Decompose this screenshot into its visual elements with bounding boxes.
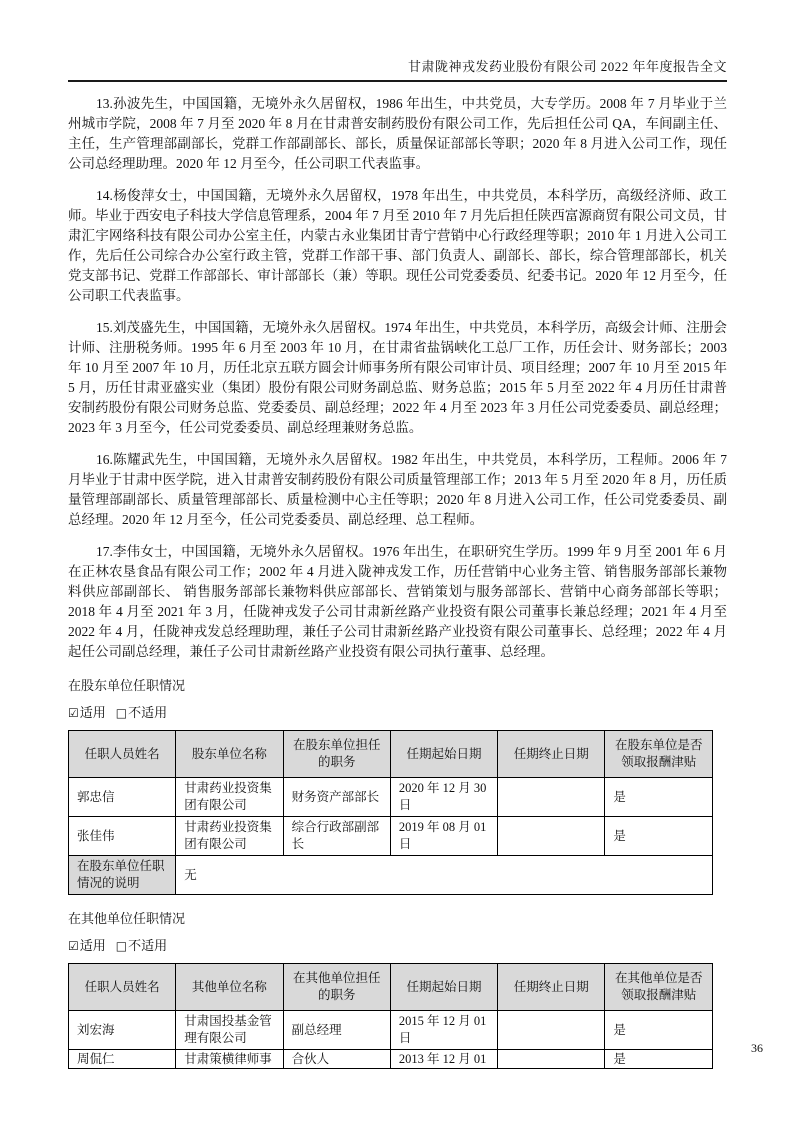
cell-remuneration: 是 bbox=[605, 778, 713, 817]
col-header-term-start: 任期起始日期 bbox=[390, 964, 497, 1011]
cell-term-start: 2015 年 12 月 01 日 bbox=[390, 1011, 497, 1050]
unchecked-checkbox-icon: □ bbox=[115, 706, 128, 720]
cell-unit-name: 甘肃策横律师事 bbox=[176, 1050, 283, 1069]
col-header-term-start: 任期起始日期 bbox=[390, 731, 497, 778]
cell-person-name: 郭忠信 bbox=[69, 778, 176, 817]
cell-remuneration: 是 bbox=[605, 1050, 713, 1069]
col-header-person-name: 任职人员姓名 bbox=[69, 964, 176, 1011]
col-header-position: 在其他单位担任的职务 bbox=[283, 964, 390, 1011]
cell-person-name: 刘宏海 bbox=[69, 1011, 176, 1050]
paragraph-bio-16: 16.陈耀武先生，中国国籍，无境外永久居留权。1982 年出生，中共党员，本科学历，工程师。2006 年 7 月毕业于甘肃中医学院，进入甘肃普安制药股份有限公司质量管理部工作；2013 年 5 月至 2020 年 8 月，历任质量管理部副部长、质量管理部部长、质量检测中心主任等职；2020 年 8 月进入公司工作，任公司党委委员、副总经理。2020 年 12 月至今，任公司党委委员、副总经理、总工程师。 bbox=[68, 452, 727, 527]
page-number: 36 bbox=[751, 1041, 763, 1055]
not-applicable-label: 不适用 bbox=[128, 938, 168, 953]
report-header-title: 甘肃陇神戎发药业股份有限公司 2022 年年度报告全文 bbox=[68, 56, 727, 82]
cell-term-end bbox=[498, 778, 605, 817]
cell-unit-name: 甘肃药业投资集团有限公司 bbox=[176, 817, 283, 856]
cell-term-end bbox=[498, 1011, 605, 1050]
cell-term-end bbox=[498, 1050, 605, 1069]
cell-position: 综合行政部副部长 bbox=[283, 817, 390, 856]
applicable-label: 适用 bbox=[79, 705, 106, 720]
note-label-cell: 在股东单位任职情况的说明 bbox=[69, 856, 176, 895]
cell-person-name: 周侃仁 bbox=[69, 1050, 176, 1069]
col-header-unit-name: 其他单位名称 bbox=[176, 964, 283, 1011]
col-header-person-name: 任职人员姓名 bbox=[69, 731, 176, 778]
table-note-row bbox=[69, 856, 713, 895]
paragraph-bio-17: 17.李伟女士，中国国籍，无境外永久居留权。1976 年出生，在职研究生学历。1999 年 9 月至 2001 年 6 月在正林农垦食品有限公司工作；2002 年 4 月进入陇神戎发工作，历任营销中心业务主管、销售服务部部长兼物料供应部副部长、 销售服务部部长兼物料供应部部长、营销策划与服务部部长、营销中心商务部部长等职；2018 年 4 月至 2021 年 3 月，任陇神戎发子公司甘肃新丝路产业投资有限公司董事长兼总经理；2021 年 4 月至 2022 年 4 月，任陇神戎发总经理助理，兼任子公司甘肃新丝路产业投资有限公司董事长、总经理；2022 年 4 月起任公司副总经理，兼任子公司甘肃新丝路产业投资有限公司执行董事、总经理。 bbox=[68, 544, 727, 659]
col-header-remuneration: 在股东单位是否领取报酬津贴 bbox=[605, 731, 713, 778]
table-row-truncated bbox=[69, 1050, 713, 1069]
col-header-term-end: 任期终止日期 bbox=[498, 731, 605, 778]
cell-unit-name: 甘肃国投基金管理有限公司 bbox=[176, 1011, 283, 1050]
shareholder-positions-table bbox=[68, 730, 713, 895]
cell-term-end bbox=[498, 817, 605, 856]
cell-remuneration: 是 bbox=[605, 1011, 713, 1050]
cell-remuneration: 是 bbox=[605, 817, 713, 856]
cell-term-start: 2019 年 08 月 01 日 bbox=[390, 817, 497, 856]
col-header-position: 在股东单位担任的职务 bbox=[283, 731, 390, 778]
cell-unit-name: 甘肃药业投资集团有限公司 bbox=[176, 778, 283, 817]
other-positions-table bbox=[68, 963, 713, 1069]
cell-position: 财务资产部部长 bbox=[283, 778, 390, 817]
table-header-row bbox=[69, 964, 713, 1011]
col-header-term-end: 任期终止日期 bbox=[498, 964, 605, 1011]
cell-position: 副总经理 bbox=[283, 1011, 390, 1050]
checked-checkbox-icon: ☑ bbox=[68, 939, 79, 953]
paragraph-bio-15: 15.刘茂盛先生，中国国籍，无境外永久居留权。1974 年出生，中共党员，本科学历，高级会计师、注册会计师、注册税务师。1995 年 6 月至 2003 年 10 月，在甘肃省盐锅峡化工总厂工作，历任会计、财务部长；2003 年 10 月至 2007 年 10 月，历任北京五联方圆会计师事务所有限公司审计员、项目经理；2007 年 10 月至 2015 年 5 月，历任甘肃亚盛实业（集团）股份有限公司财务副总监、财务总监；2015 年 5 月至 2022 年 4 月历任甘肃普安制药股份有限公司财务总监、党委委员、副总经理；2022 年 4 月至 2023 年 3 月任公司党委委员、副总经理；2023 年 3 月至今，任公司党委委员、副总经理兼财务总监。 bbox=[68, 320, 727, 435]
applicable-label: 适用 bbox=[79, 938, 106, 953]
col-header-unit-name: 股东单位名称 bbox=[176, 731, 283, 778]
applicability-line-other bbox=[68, 935, 727, 954]
cell-term-start: 2013 年 12 月 01 bbox=[390, 1050, 497, 1069]
section-title-other-positions: 在其他单位任职情况 bbox=[68, 911, 186, 926]
unchecked-checkbox-icon: □ bbox=[115, 939, 128, 953]
not-applicable-label: 不适用 bbox=[128, 705, 168, 720]
applicability-line-shareholder bbox=[68, 702, 727, 721]
col-header-remuneration: 在其他单位是否领取报酬津贴 bbox=[605, 964, 713, 1011]
table-header-row bbox=[69, 731, 713, 778]
cell-person-name: 张佳伟 bbox=[69, 817, 176, 856]
table-row bbox=[69, 817, 713, 856]
section-title-shareholder-positions: 在股东单位任职情况 bbox=[68, 678, 186, 693]
note-value-cell: 无 bbox=[176, 856, 713, 895]
table-row bbox=[69, 778, 713, 817]
checked-checkbox-icon: ☑ bbox=[68, 706, 79, 720]
cell-position: 合伙人 bbox=[283, 1050, 390, 1069]
cell-term-start: 2020 年 12 月 30 日 bbox=[390, 778, 497, 817]
paragraph-bio-14: 14.杨俊萍女士，中国国籍，无境外永久居留权，1978 年出生，中共党员，本科学历，高级经济师、政工师。毕业于西安电子科技大学信息管理系，2004 年 7 月至 2010 年 7 月先后担任陕西富源商贸有限公司文员，甘肃汇宇网络科技有限公司办公室主任，内蒙古永业集团甘青宁营销中心行政经理等职；2010 年 1 月进入公司工作，先后任公司综合办公室行政主管，党群工作部干事、部门负责人、副部长、部长，综合管理部部长，机关党支部书记、党群工作部部长、审计部部长（兼）等职。现任公司党委委员、纪委书记。2020 年 12 月至今，任公司职工代表监事。 bbox=[68, 188, 727, 303]
table-row bbox=[69, 1011, 713, 1050]
paragraph-bio-13: 13.孙波先生，中国国籍，无境外永久居留权，1986 年出生，中共党员，大专学历。2008 年 7 月毕业于兰州城市学院，2008 年 7 月至 2020 年 8 月在甘肃普安制药股份有限公司工作，先后担任公司 QA，车间副主任、主任，生产管理部副部长，党群工作部副部长、部长，质量保证部部长等职；2020 年 8 月进入公司工作，现任公司总经理助理。2020 年 12 月至今，任公司职工代表监事。 bbox=[68, 96, 727, 171]
